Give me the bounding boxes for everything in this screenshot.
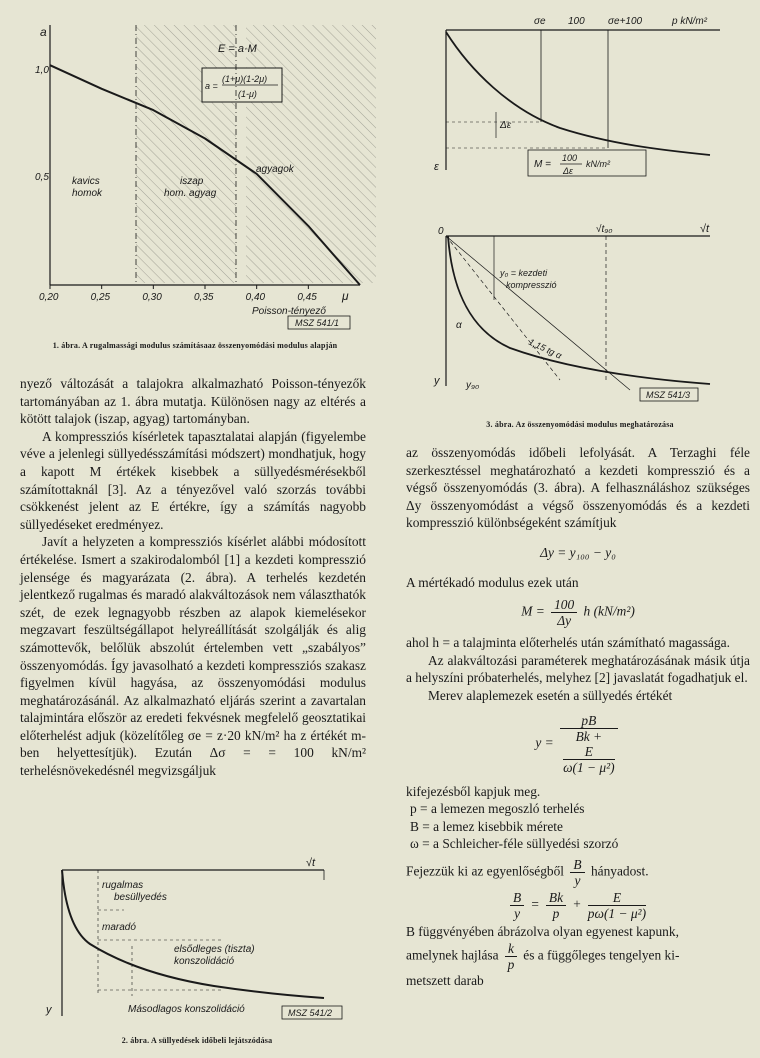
label-alpha: α (456, 320, 462, 331)
x-tick-label: 0,20 (39, 292, 59, 303)
label-y0: y₀ = kezdeti (500, 268, 548, 278)
label-kompresszio: kompresszió (506, 280, 557, 290)
vt-label: √t (306, 857, 316, 869)
label-masodlagos: Másodlagos konszolidáció (128, 1004, 245, 1015)
formula-a-num: (1+μ)(1-2μ) (222, 74, 268, 84)
figure-3-caption: 3. ábra. Az összenyomódási modulus meghatározása (486, 420, 674, 429)
label-zero: 0 (438, 226, 444, 237)
eq4-b-num: Bk (546, 890, 566, 906)
x-tick-label: 0,40 (245, 292, 266, 303)
eq2-rhs: h (kN/m²) (583, 603, 635, 619)
eq4-a-num: B (510, 890, 524, 906)
right-paragraph-1: az összenyomódás időbeli lefolyását. A Terzaghi féle szerkesztéssel meghatározható a kezdeti kompresszió és a végső összenyomódás (3. ábra). A felhasználáshoz szükséges Δy összenyomódást a végső összenyomódás és a kezdeti kompresszió különbségeként számítjuk (406, 445, 750, 531)
eq4-frac-b (546, 890, 566, 921)
zone-label-iszap: iszap (180, 176, 204, 187)
right-paragraph-8: B függvényében ábrázolva olyan egyenest kapunk, (406, 923, 679, 939)
p7-den: y (574, 872, 581, 888)
right-paragraph-10: metszett darab (406, 972, 484, 988)
left-paragraph-1: nyező változását a talajokra alkalmazható Poisson-tényezők tartományában az 1. ábra mutatja. Különösen nagy az eltérés a kötött talajok (iszap, agyag) tartományban. (20, 376, 366, 427)
eq3-inner-num: E (563, 744, 615, 760)
eq4-c-den: pω(1 − μ²) (587, 905, 647, 921)
right-paragraph-7 (406, 857, 750, 888)
label-marado: maradó (102, 922, 136, 933)
p7-num: B (570, 857, 584, 873)
definitions-list (410, 800, 750, 853)
label-tg: 1,15 tg α (527, 336, 564, 361)
definition-B: B = a lemez kisebbik mérete (410, 818, 563, 834)
eq2-num: 100 (551, 597, 577, 613)
definition-p: p = a lemezen megoszló terhelés (410, 801, 585, 817)
figure-1-caption: 1. ábra. A rugalmassági modulus számításaaz összenyomódási modulus alapján (52, 341, 338, 350)
stamp-2-text: MSZ 541/2 (288, 1008, 333, 1018)
label-besulyedes: besüllyedés (114, 892, 167, 903)
equation-delta-y: Δy = y₁₀₀ − y₀ (540, 544, 616, 560)
p9-fraction (505, 941, 517, 972)
zone-label-kavics: kavics (72, 176, 100, 187)
y-axis-label-3: y (434, 375, 440, 387)
figure-3b-diagram (410, 220, 750, 408)
formula-a-lhs: a = (205, 81, 218, 91)
label-p-unit: p kN/m² (672, 16, 707, 27)
x-tick-label: 0,25 (90, 292, 111, 303)
eq4-b-den: p (552, 905, 560, 921)
consolidation-curve (448, 236, 710, 384)
formula-M-num: 100 (562, 153, 578, 163)
p9-den: p (507, 956, 515, 972)
zone-label-hom-agyag: hom. agyag (164, 188, 217, 199)
formula-E: E = a·M (218, 43, 257, 55)
label-vt: √t (700, 223, 710, 235)
eq3-lhs: y = (535, 734, 554, 750)
eq3-den (560, 729, 618, 775)
label-100: 100 (568, 16, 585, 27)
right-paragraph-2: A mértékadó modulus ezek után (406, 574, 579, 590)
equation-B-over-y (406, 890, 750, 921)
eq2-lhs: M = (521, 603, 545, 619)
eq4-frac-a (510, 890, 524, 921)
p9-num: k (505, 941, 517, 957)
eq3-inner-fraction (563, 744, 615, 775)
label-elsodleges: elsődleges (tiszta) (174, 944, 255, 955)
figure-2-caption: 2. ábra. A süllyedések időbeli lejátszódása (121, 1036, 273, 1045)
figure-3a-diagram (410, 10, 750, 188)
right-paragraph-9 (406, 941, 750, 972)
y-tick-05: 0,5 (35, 172, 49, 183)
zone-label-agyagok: agyagok (256, 164, 294, 175)
x-tick-label: 0,35 (194, 292, 214, 303)
equation-modulus (406, 597, 750, 628)
x-tick-label: 0,45 (297, 292, 317, 303)
y-axis-label: a (40, 25, 47, 39)
eq4-c-num: E (588, 890, 646, 906)
x-axis-label: Poisson-tényező (252, 306, 326, 317)
p9-text-a: amelynek hajlása (406, 947, 499, 963)
zone-label-homok: homok (72, 188, 103, 199)
formula-a-den: (1-μ) (238, 89, 257, 99)
y-axis-label-2: y (46, 1004, 52, 1016)
label-delta-eps: Δε (500, 120, 512, 131)
eq3-inner-den: ω(1 − μ²) (563, 759, 615, 775)
label-sigma-e-100: σe+100 (608, 16, 643, 27)
label-konszolidacio: konszolidáció (174, 956, 235, 967)
eq2-den: Δy (557, 613, 572, 629)
figure-2-diagram (24, 856, 370, 1036)
p7-text-a: Fejezzük ki az egyenlőségből (406, 863, 565, 879)
x-axis-symbol: μ (342, 289, 349, 303)
right-text-column (406, 444, 750, 989)
y-tick-1: 1,0 (35, 65, 49, 76)
p7-fraction (570, 857, 584, 888)
hatch-zone-right (246, 25, 376, 283)
formula-M-den: Δε (563, 166, 573, 176)
p9-text-b: és a függőleges tengelyen ki- (523, 947, 680, 963)
label-rugalmas: rugalmas (102, 880, 144, 891)
x-tick-label: 0,30 (142, 292, 162, 303)
label-y90: y₉₀ (466, 380, 480, 391)
eq3-fraction (560, 713, 618, 775)
p7-text-b: hányadost. (590, 863, 649, 879)
label-sigma-e: σe (534, 16, 546, 27)
eq4-equals: = (530, 896, 540, 912)
definition-omega: ω = a Schleicher-féle süllyedési szorzó (410, 836, 619, 852)
left-paragraph-2: A kompressziós kísérletek tapasztalatai alapján (figyelembe véve a jelenlegi süllyedésszámítási módszert) mondhatjuk, hogy a kapott M értékek kisebbek a süllyedésmérésekből számítottaknál [3]. Az a tényezővel való szorzás további csökkenést jelent az E értékre, így a számítás nagyobb süllyedéseket eredményez. (20, 428, 366, 532)
hatch-zone-middle (136, 25, 236, 283)
figure-1-chart (20, 10, 380, 340)
label-eps: ε (434, 161, 439, 173)
eq3-num: pB (560, 713, 618, 729)
eq4-a-den: y (514, 905, 521, 921)
formula-M-lhs: M = (534, 159, 551, 170)
right-paragraph-5: Merev alaplemezek esetén a süllyedés értékét (428, 687, 673, 703)
left-paragraph-3: Javít a helyzeten a kompressziós kísérlet alábbi módosított értékelése. Ismert a szakirodalomból [1] a kezdeti kompresszió jelensége és magyarázata (2. ábra). A terhelés kezdetén jelentkező rugalmas és maradó alakváltozások nem választhatók szét, de ezek legnagyobb részben az alapok kiemelésekor megzavart feszültségállapot helyreállítását szolgálják és alig számottevők, belőlük abszolút értelemben vett „szabályos” összenyomódás. Így javasolható a kezdeti kompressziós szakasz figyelmen kívül hagyása, az összenyomódási modulus meghatározásánál. Az alkalmazható eljárás szerint a zavartalan talajmintára először az eredeti fekvésnek megfelelő geosztatikai előterhelést adjuk (közelítőleg σe = z·20 kN/m² ha z értékét m-ben helyettesítjük). Ezután Δσ = = 100 kN/m² terhelésnövekedésnél megvizsgáljuk (20, 534, 366, 779)
right-paragraph-4: Az alakváltozási paraméterek meghatározásának másik útja a helyszíni próbaterhelés, melyhez [2] javaslatát fogadhatjuk el. (406, 652, 750, 686)
eq2-fraction (551, 597, 577, 628)
eq3-den-a: Bk + (575, 728, 603, 744)
eq4-plus: + (572, 896, 582, 912)
right-paragraph-3: ahol h = a talajminta előterhelés után számítható magassága. (406, 635, 730, 651)
eq4-frac-c (588, 890, 646, 921)
stamp-1-text: MSZ 541/1 (295, 318, 340, 328)
label-vt90: √t₉₀ (596, 224, 613, 235)
stamp-3-text: MSZ 541/3 (646, 390, 691, 400)
compression-curve (446, 32, 710, 155)
formula-M-unit: kN/m² (586, 159, 610, 169)
right-paragraph-6: kifejezésből kapjuk meg. (406, 783, 541, 799)
equation-settlement (406, 713, 750, 775)
left-text-column (20, 375, 366, 780)
